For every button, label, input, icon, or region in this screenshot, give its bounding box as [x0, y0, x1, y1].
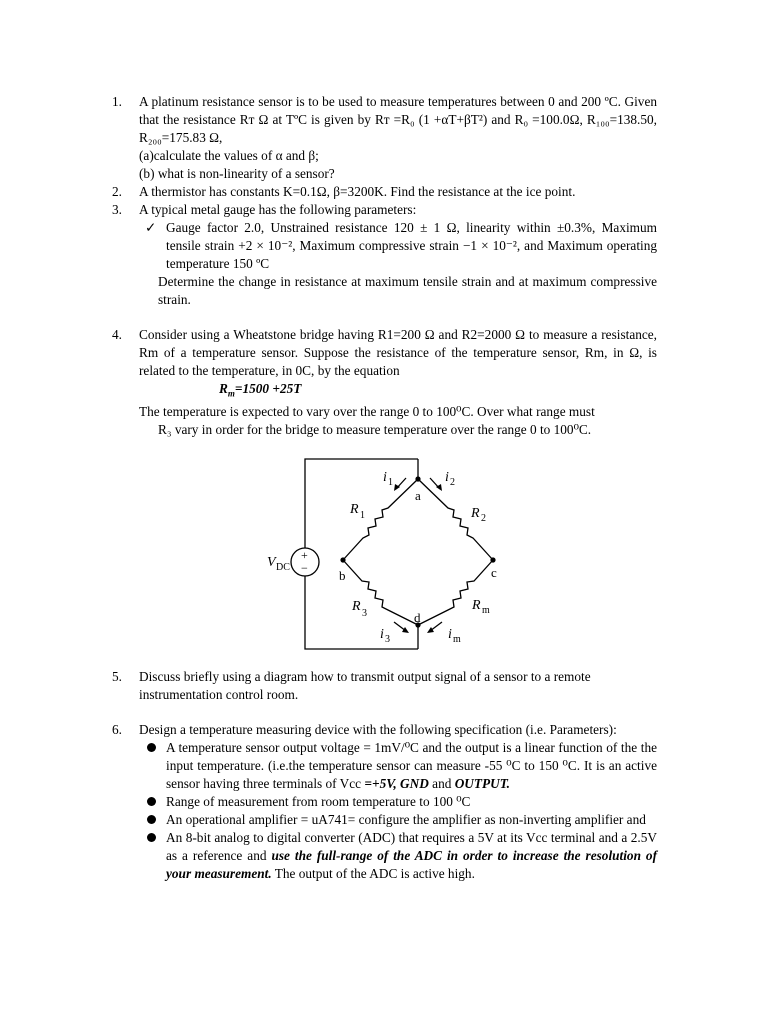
- vdc-subscript: DC: [276, 562, 290, 573]
- bullet-icon: [147, 743, 156, 752]
- node-b-label: b: [339, 568, 346, 583]
- im-subscript: m: [453, 634, 461, 645]
- i2-label: i: [445, 470, 449, 485]
- i1-label: i: [383, 470, 387, 485]
- question-number: 4.: [112, 327, 122, 342]
- spec-item: An operational amplifier = uA741= configure the amplifier as non-inverting amplifier and: [139, 811, 657, 829]
- i3-label: i: [380, 627, 384, 642]
- r2-label: R: [471, 506, 480, 521]
- question-3: [112, 201, 657, 309]
- minus-sign: −: [301, 561, 308, 575]
- question-6: [112, 721, 657, 883]
- question-4: [112, 326, 657, 439]
- im-label: i: [448, 627, 452, 642]
- wheatstone-bridge-diagram: [250, 450, 530, 665]
- node-b-dot: [340, 557, 345, 562]
- r1-label: R: [350, 502, 359, 517]
- node-c-dot: [490, 557, 495, 562]
- sub-question-b: (b) what is non-linearity of a sensor?: [139, 166, 335, 181]
- r3-label: R: [352, 599, 361, 614]
- node-a-dot: [415, 476, 420, 481]
- r2-subscript: 2: [481, 513, 486, 524]
- vdc-label: V: [267, 555, 276, 570]
- bullet-icon: [147, 815, 156, 824]
- spec-item: An 8-bit analog to digital converter (ADC) that requires a 5V at its Vcc terminal and a 2.5V as a reference and use the full-range of the ADC in order to increase the resolution of your measurement. The output of the ADC is active high.: [139, 829, 657, 883]
- question-text: A typical metal gauge has the following parameters:: [139, 202, 417, 217]
- sub-question-a: (a)calculate the values of α and β;: [139, 148, 319, 163]
- question-number: 3.: [112, 202, 122, 217]
- node-c-label: c: [491, 565, 497, 580]
- question-range-text: The temperature is expected to vary over the range 0 to 100⁰C. Over what range must: [139, 403, 595, 419]
- rm-label: R: [472, 598, 481, 613]
- question-1: [112, 93, 657, 183]
- question-number: 2.: [112, 184, 122, 199]
- i2-subscript: 2: [450, 477, 455, 488]
- spec-item: Range of measurement from room temperature to 100 ⁰C: [139, 793, 657, 811]
- i1-subscript: 1: [388, 477, 393, 488]
- question-text: Consider using a Wheatstone bridge having R1=200 Ω and R2=2000 Ω to measure a resistance, Rm of a temperature sensor. Suppose the resistance of the temperature sensor, Rm, in Ω, is related to the temperature, in 0C, by the equation: [139, 327, 657, 378]
- question-number: 6.: [112, 722, 122, 737]
- resistor-r3-icon: [343, 560, 418, 625]
- node-d-label: d: [414, 610, 421, 625]
- checkmark-icon: ✓: [145, 220, 157, 235]
- question-5: [112, 668, 657, 704]
- question-2: [112, 183, 657, 201]
- plus-sign: +: [301, 548, 308, 562]
- equation: $R_m=1500 +25T$: [219, 381, 302, 399]
- question-number: 5.: [112, 669, 122, 684]
- node-a-label: a: [415, 488, 421, 503]
- bullet-icon: [147, 833, 156, 842]
- gauge-parameters: Gauge factor 2.0, Unstrained resistance 120 ± 1 Ω, linearity within ±0.3%, Maximum tensile strain +2 × 10⁻², Maximum compressive strain −1 × 10⁻², and Maximum operating temperature 150 ºC: [166, 220, 657, 271]
- r1-subscript: 1: [360, 510, 365, 521]
- question-text: Design a temperature measuring device with the following specification (i.e. Parameters):: [139, 722, 617, 737]
- spec-item: A temperature sensor output voltage = 1mV/⁰C and the output is a linear function of the the input temperature. (i.e.the temperature sensor can measure -55 ⁰C to 150 ⁰C. It is an active sensor having three terminals of Vcc =+5V, GND and OUTPUT.: [139, 739, 657, 793]
- question-text: Discuss briefly using a diagram how to transmit output signal of a sensor to a remote instrumentation control room.: [139, 669, 591, 702]
- question-number: 1.: [112, 94, 122, 109]
- question-text: A platinum resistance sensor is to be used to measure temperatures between 0 and 200 ºC. Given that the resistance Rᴛ Ω at TºC is given by Rᴛ =R₀ (1 +αT+βT²) and R₀ =100.0Ω, R₁₀₀=138.50, R₂₀₀=175.83 Ω,: [139, 94, 657, 145]
- question-text: A thermistor has constants K=0.1Ω, β=3200K. Find the resistance at the ice point.: [139, 184, 576, 199]
- i3-subscript: 3: [385, 634, 390, 645]
- r3-subscript: 3: [362, 608, 367, 619]
- question-range-text-2: R₃ vary in order for the bridge to measure temperature over the range 0 to 100⁰C.: [158, 421, 592, 437]
- bullet-icon: [147, 797, 156, 806]
- resistor-r1-icon: [343, 479, 418, 560]
- question-instruction: Determine the change in resistance at maximum tensile strain and at maximum compressive strain.: [158, 274, 657, 307]
- rm-subscript: m: [482, 605, 490, 616]
